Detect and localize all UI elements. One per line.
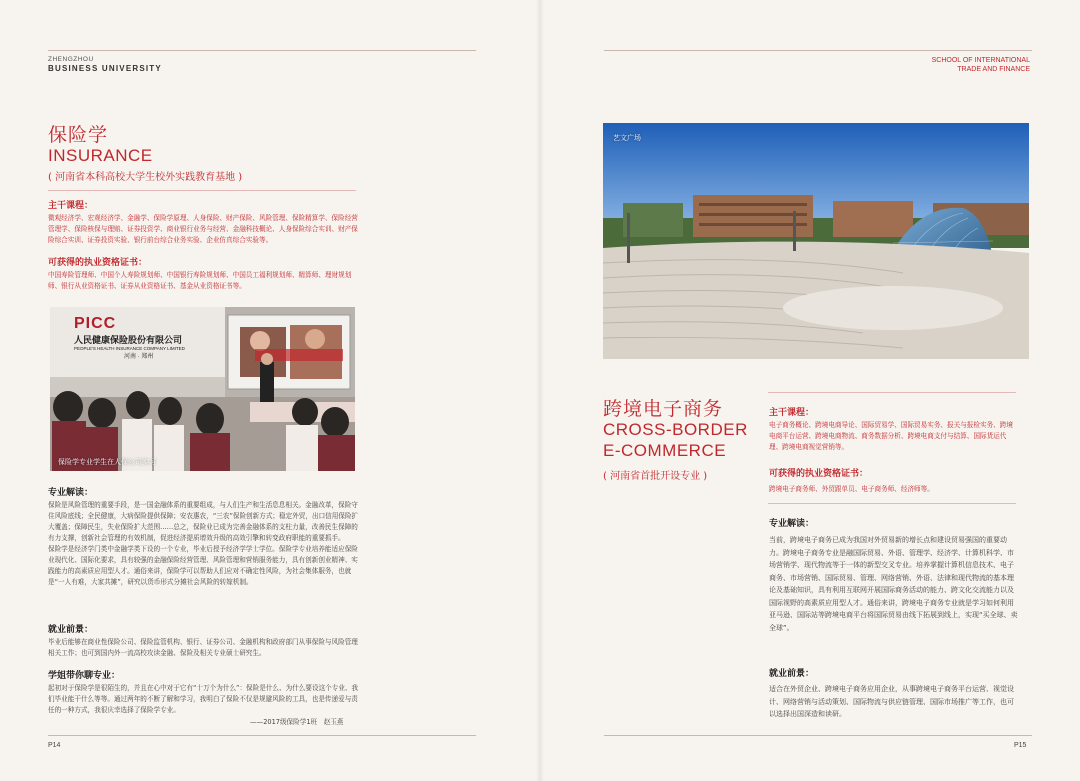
header-line1: SCHOOL OF INTERNATIONAL (931, 57, 1030, 64)
photo-caption: 艺文广场 (613, 134, 641, 142)
header-line2: BUSINESS UNIVERSITY (48, 64, 162, 73)
page-title-cn: 跨境电子商务 (603, 398, 724, 420)
header-rule (48, 50, 476, 51)
header-line1: ZHENGZHOU (48, 56, 94, 63)
main-courses-text: 电子商务概论、跨境电商导论、国际贸易学、国际贸易实务、报关与报检实务、跨境电商平台运营、跨境电商物流、商务数据分析、跨境电商支付与结算、国际货运代理、跨境电商视觉营销等。 (769, 421, 1013, 451)
page-subtitle: ( 河南省首批开设专业 ) (603, 471, 708, 482)
interpretation-text: 当前，跨境电子商务已成为我国对外贸易新的增长点和建设贸易强国的重要动力。跨境电子商务专业是融国际贸易、外语、管理学、经济学、计算机科学、市场营销学、现代物流等于一体的新型交叉专业。培养掌握计算机信息技术、电子商务、市场营销、国际贸易、管理、网络营销、外语、法律和现代物流的基本理论及基础知识，具有利用互联网开展国际商务活动的能力、跨文化交流能力以及国际视野的高素质应用型人才。通俗来讲，跨境电子商务专业就是学习如何利用亚马逊、国际站等跨境电商平台将国际贸易由线下拓展到线上，实现“买全球、卖全球”。 (769, 536, 1018, 632)
main-courses-text: 微观经济学、宏观经济学、金融学、保险学原理、人身保险、财产保险、风险管理、保险精算学、保险经营管理学、保险核保与理赔、证券投资学、商业银行业务与经营、金融科技概论、人身保险综合实训、财产保险综合实训、证券投资实验、银行前台综合业务实验、企业仿真综合实验等。 (48, 214, 358, 244)
certificates-heading: 可获得的执业资格证书： (769, 469, 869, 479)
section-rule (48, 190, 356, 191)
page-subtitle: ( 河南省本科高校大学生校外实践教育基地 ) (48, 172, 243, 183)
campus-photo (603, 123, 1029, 359)
sign-main: PICC (74, 315, 117, 332)
sign-en: PEOPLE'S HEALTH INSURANCE COMPANY LIMITED (74, 346, 185, 351)
page-number: P14 (48, 742, 61, 749)
prospects-heading: 就业前景： (769, 669, 815, 679)
footer-rule (48, 735, 476, 736)
company-sign (74, 315, 224, 371)
internship-photo (50, 307, 355, 471)
interpretation-paragraph-1: 保险是风险管理的重要手段，是一国金融体系的重要组成，与人们生产和生活息息相关。金融改革，保险守住风险底线；全民健康，大病保险提供保障；安农惠农，“三农”保险创新方式；稳定外贸，出口信用保险扩大覆盖；保障民生，失业保险扩大范围……总之，保险业已成为完善金融体系的支柱力量，改善民生保障的有力支撑，创新社会管理的有效机制，促进经济提质增效升级的高效引擎和转变政府职能的重要抓手。 (48, 501, 359, 542)
interpretation-heading: 专业解读： (48, 488, 94, 498)
main-courses-heading: 主干课程： (769, 408, 815, 418)
prospects-text: 适合在外贸企业、跨境电子商务应用企业，从事跨境电子商务平台运营、视觉设计、网络营销与活动策划、国际物流与供应链管理、国际市场推广等工作，也可以选择出国深造和读研。 (769, 685, 1014, 718)
interpretation-text (48, 500, 360, 588)
page-title-cn: 保险学 (48, 124, 109, 146)
certificates-text: 中国寿险管理师、中国个人寿险规划师、中国银行寿险规划师、中国员工福利规划师、精算师、理财规划师、银行从业资格证书、证券从业资格证书、基金从业资格证书等。 (48, 271, 352, 290)
interpretation-heading: 专业解读： (769, 519, 815, 529)
header-line2: TRADE AND FINANCE (957, 66, 1030, 73)
main-courses-heading: 主干课程： (48, 201, 94, 211)
page-title-en-line1: CROSS-BORDER (603, 420, 748, 439)
certificates-heading: 可获得的执业资格证书： (48, 258, 148, 268)
certificates-text: 跨境电子商务师、外贸跟单员、电子商务师、经济师等。 (769, 485, 934, 493)
senior-talk-text: 起初对于保险学是很陌生的，并且在心中对于它有“十万个为什么”：保险是什么、为什么要设这个专业、我们毕业能干什么等等。通过两年的不断了解和学习，我明白了保险不仅是规避风险的工具，也是传递爱与责任的一种方式，我很庆幸选择了保险学专业。 (48, 684, 359, 714)
page-number: P15 (1014, 742, 1027, 749)
senior-talk-signature: ——2017级保险学1班 赵玉燕 (250, 718, 344, 726)
interpretation-paragraph-2: 保险学是经济学门类中金融学类下设的一个专业，毕业后授予经济学学士学位。保险学专业培养能适应保险业现代化、国际化要求，具有较强的金融保险经营管理、风险管理和营销服务能力，具有创新创业精神、实践能力的高素质应用型人才。通俗来讲，保险学可以帮助人们应对不确定性风险，为社会集体服务，也就是“一人有难，大家共摊”，研究以货币形式分摊社会风险的转嫁机制。 (48, 545, 358, 586)
senior-talk-heading: 学姐带你聊专业： (48, 671, 121, 681)
photo-caption: 保险学专业学生在人保公司实习 (58, 458, 156, 466)
prospects-heading: 就业前景： (48, 625, 94, 635)
sign-cn: 人民健康保险股份有限公司 (74, 335, 183, 345)
page-title-en: INSURANCE (48, 146, 153, 165)
right-page (540, 0, 1080, 781)
page-title-en-line2: E-COMMERCE (603, 441, 727, 460)
header-school (830, 56, 1030, 74)
prospects-text: 毕业后能够在商业性保险公司、保险监管机构、银行、证券公司、金融机构和政府部门从事保险与风险管理相关工作；也可到国内外一流高校攻读金融、保险及相关专业硕士研究生。 (48, 638, 358, 657)
footer-rule (604, 735, 1032, 736)
section-rule-top (768, 392, 1016, 393)
amphitheater-illustration (603, 123, 1029, 359)
sign-branch: 河南 · 郑州 (124, 354, 154, 360)
header-rule (604, 50, 1032, 51)
section-rule-bottom (768, 503, 1016, 504)
